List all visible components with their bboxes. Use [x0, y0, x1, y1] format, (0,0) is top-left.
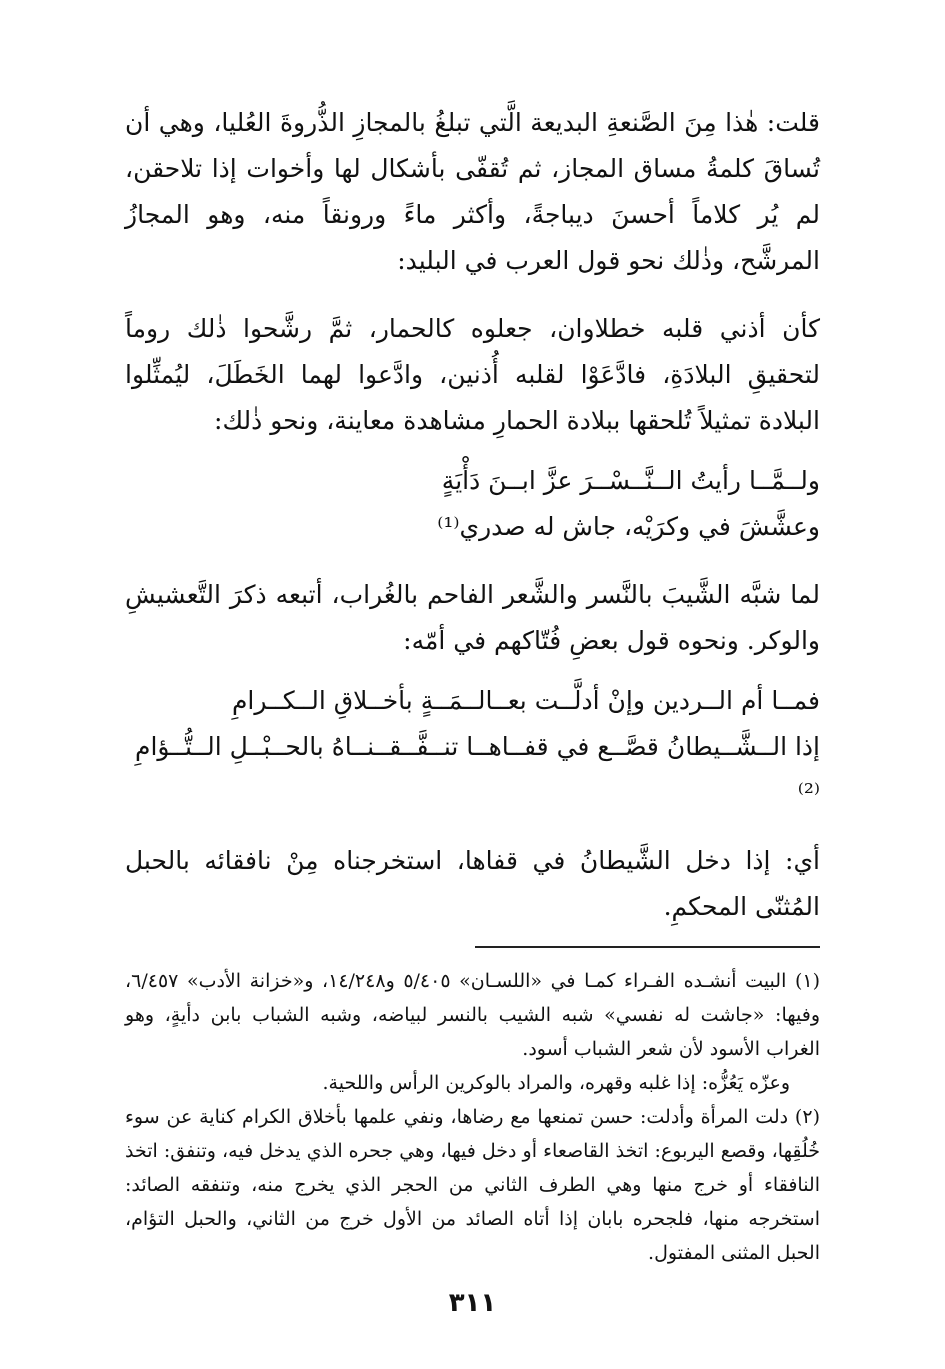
- verse-1-line-1: ولــمَّــا رأيتُ الــنَّــسْــرَ عزَّ ابــنَ دَأْيَةٍ: [441, 466, 820, 495]
- footnote-1-continued: وعزّه يَعُزُّه: إذا غلبه وقهره، والمراد بالوكرين الرأس واللحية.: [322, 1072, 790, 1094]
- paragraph-4: أي: إذا دخل الشَّيطانُ في قفاها، استخرجناه مِنْ نافقائه بالحبل المُثنّى المحكمِ.: [125, 846, 820, 921]
- verse-1: [125, 458, 820, 550]
- main-text-2: [125, 572, 820, 664]
- paragraph-2: كأن أذني قلبه خطلاوان، جعلوه كالحمار، ثمَّ رشَّحوا ذٰلك روماً لتحقيقِ البلادَةِ، فادَّعَوْا لقلبه أُذنين، وادَّعوا لهما الخَطَلَ، ليُمثِّلوا البلادة تمثيلاً تُلحقها ببلادة الحمارِ مشاهدة معاينة، ونحو ذٰلك:: [125, 314, 820, 435]
- main-text: [125, 100, 820, 444]
- footnote-divider: [475, 946, 820, 948]
- main-text-3: [125, 838, 820, 930]
- verse-2-line-1: فمــا أم الــردين وإنْ أدلَّــت بعــالــمَــةٍ بأخــلاقِ الــكــرامِ: [231, 686, 820, 715]
- verse-1-line-2: وعشَّشَ في وكرَيْه، جاش له صدري⁽¹⁾: [437, 512, 820, 541]
- footnote-2: (٢) دلت المرأة وأدلت: حسن تمنعها مع رضاها، ونفي علمها بأخلاق الكرام كناية عن سوء خُلُقِها، وقصع اليربوع: اتخذ القاصعاء أو دخل فيها، وهي جحره الذي يدخل فيه، وتنفق: اتخذ النافقاء أو خرج منها وهي الطرف الثاني من الحجر الذي يخرج منه، وتنفقه الصائد: استخرجه منها، فلجحره بابان إذا أتاه الصائد من الأول خرج من الثاني، والحبل التؤام، الحبل المثنى المفتول.: [125, 1106, 820, 1264]
- footnote-1: (١) البيت أنشـده الفـراء كمـا في «اللسـان» ٥/٤٠٥ و١٤/٢٤٨، و«خزانة الأدب» ٦/٤٥٧، وفيها: «جاشت له نفسي» شبه الشيب بالنسر لبياضه، وشبه الشباب بابن دأيةٍ، وهو الغراب الأسود لأن شعر الشباب أسود.: [125, 970, 820, 1060]
- paragraph-1: قلت: هٰذا مِنَ الصَّنعةِ البديعة الَّتي تبلغُ بالمجازِ الذُّروةَ العُليا، وهي أن تُساقَ كلمةُ مساق المجاز، ثم تُقفّى بأشكال لها وأخوات إذا تلاحقن، لم يُر كلاماً أحسنَ ديباجةً، وأكثر ماءً ورونقاً منه، وهو المجازُ المرشَّح، وذٰلك نحو قول العرب في البليد:: [125, 108, 820, 275]
- verse-2-line-2: إذا الــشَّــيطانُ قصَّــع في قفــاهــا تنــفَّــقــنــاهُ بالحــبْــلِ الــتُّــؤامِ ⁽²⁾: [134, 732, 820, 807]
- page-number: ٣١١: [448, 1288, 497, 1318]
- footnotes: [125, 964, 820, 1270]
- verse-2: [125, 678, 820, 816]
- paragraph-3: لما شبَّه الشَّيبَ بالنَّسر والشَّعر الفاحم بالغُراب، أتبعه ذكرَ التَّعشيشِ والوكر. ونحوه قول بعضِ فُتّاكهم في أمّه:: [125, 580, 820, 655]
